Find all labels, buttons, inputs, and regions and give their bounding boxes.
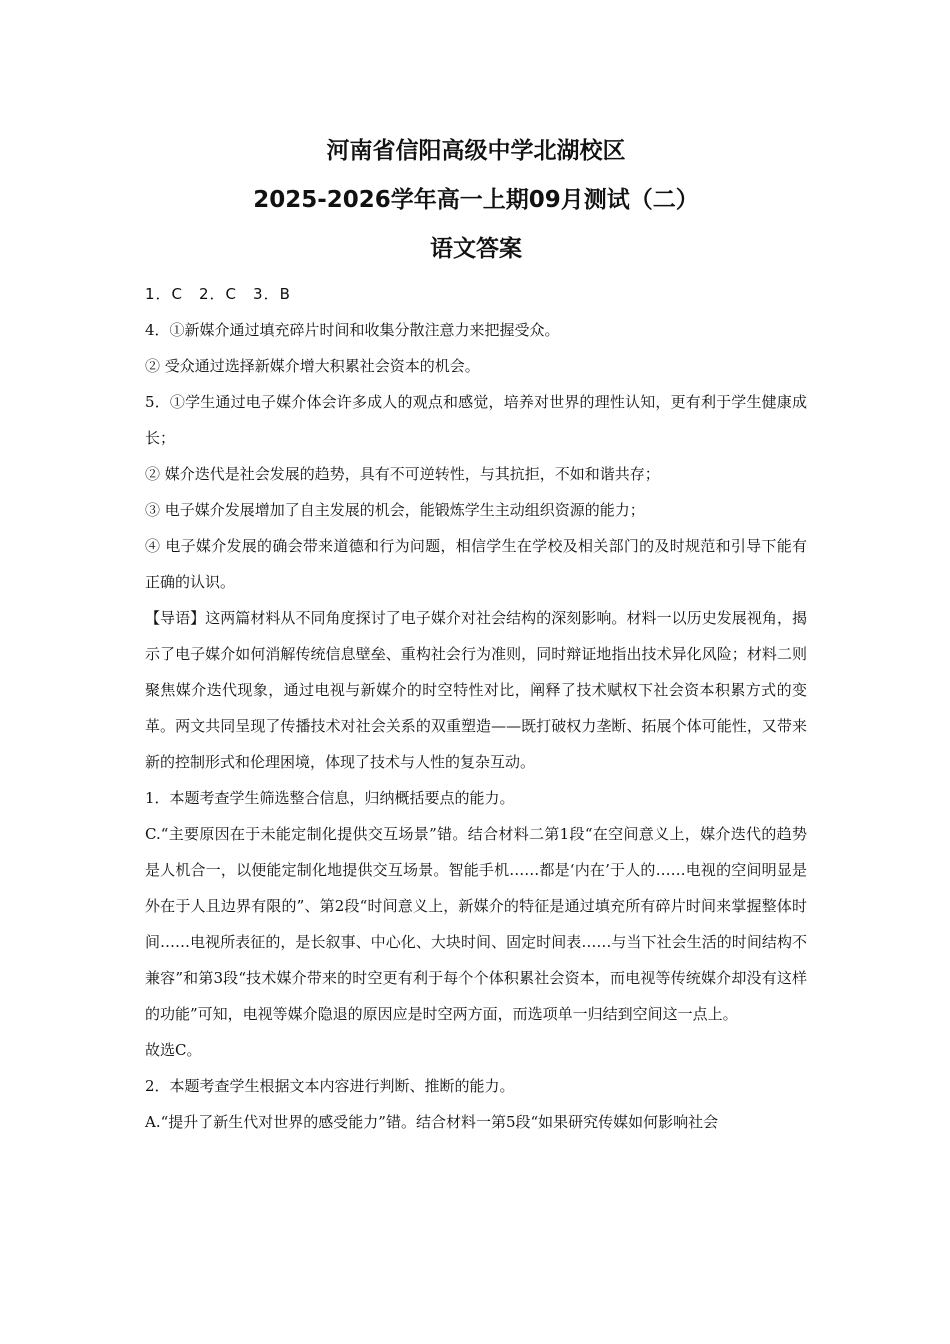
q5-answer-point-3: ③ 电子媒介发展增加了自主发展的机会，能锻炼学生主动组织资源的能力； xyxy=(145,501,645,519)
q1-explanation-body: C.“主要原因在于未能定制化提供交互场景”错。结合材料二第1段“在空间意义上，媒介迭代的趋势是人机合一，以便能定制化地提供交互场景。智能手机……都是‘内在’于人的……电视的空间明显是外在于人且边界有限的”、第2段“时间意义上，新媒介的特征是通过填充所有碎片时间来掌握整体时间……电视所表征的，是长叙事、中心化、大块时间、固定时间表……与当下社会生活的时间结构不兼容”和第3段“技术媒介带来的时空更有利于每个个体积累社会资本，而电视等传统媒介却没有这样的功能”可知，电视等媒介隐退的原因应是时空两方面，而选项单一归结到空间这一点上。 xyxy=(145,825,807,1023)
q4-answer-point-2: ② 受众通过选择新媒介增大积累社会资本的机会。 xyxy=(145,357,480,375)
q5-answer-point-4: ④ 电子媒介发展的确会带来道德和行为问题，相信学生在学校及相关部门的及时规范和引导下能有正确的认识。 xyxy=(145,537,807,591)
q1-conclusion: 故选C。 xyxy=(145,1041,202,1059)
answer-body xyxy=(145,276,807,1140)
q5-answer-point-2: ② 媒介迭代是社会发展的趋势，具有不可逆转性，与其抗拒，不如和谐共存； xyxy=(145,465,660,483)
subject-title: 语文答案 xyxy=(430,236,522,262)
q5-answer-point-1: 5．①学生通过电子媒介体会许多成人的观点和感觉，培养对世界的理性认知，更有利于学生健康成长； xyxy=(145,393,807,447)
q1-explanation-heading: 1．本题考查学生筛选整合信息，归纳概括要点的能力。 xyxy=(145,789,515,807)
objective-answers: 1．C 2．C 3．B xyxy=(145,285,291,303)
q2-explanation-body: A.“提升了新生代对世界的感受能力”错。结合材料一第5段“如果研究传媒如何影响社会 xyxy=(145,1113,719,1131)
exam-title: 2025-2026学年高一上期09月测试（二） xyxy=(253,187,699,213)
q4-answer-point-1: 4．①新媒介通过填充碎片时间和收集分散注意力来把握受众。 xyxy=(145,321,560,339)
q2-explanation-heading: 2．本题考查学生根据文本内容进行判断、推断的能力。 xyxy=(145,1077,515,1095)
school-title: 河南省信阳高级中学北湖校区 xyxy=(326,138,626,164)
guide-paragraph: 【导语】这两篇材料从不同角度探讨了电子媒介对社会结构的深刻影响。材料一以历史发展视角，揭示了电子媒介如何消解传统信息壁垒、重构社会行为准则，同时辩证地指出技术异化风险；材料二则聚焦媒介迭代现象，通过电视与新媒介的时空特性对比，阐释了技术赋权下社会资本积累方式的变革。两文共同呈现了传播技术对社会关系的双重塑造——既打破权力垄断、拓展个体可能性，又带来新的控制形式和伦理困境，体现了技术与人性的复杂互动。 xyxy=(145,609,807,771)
